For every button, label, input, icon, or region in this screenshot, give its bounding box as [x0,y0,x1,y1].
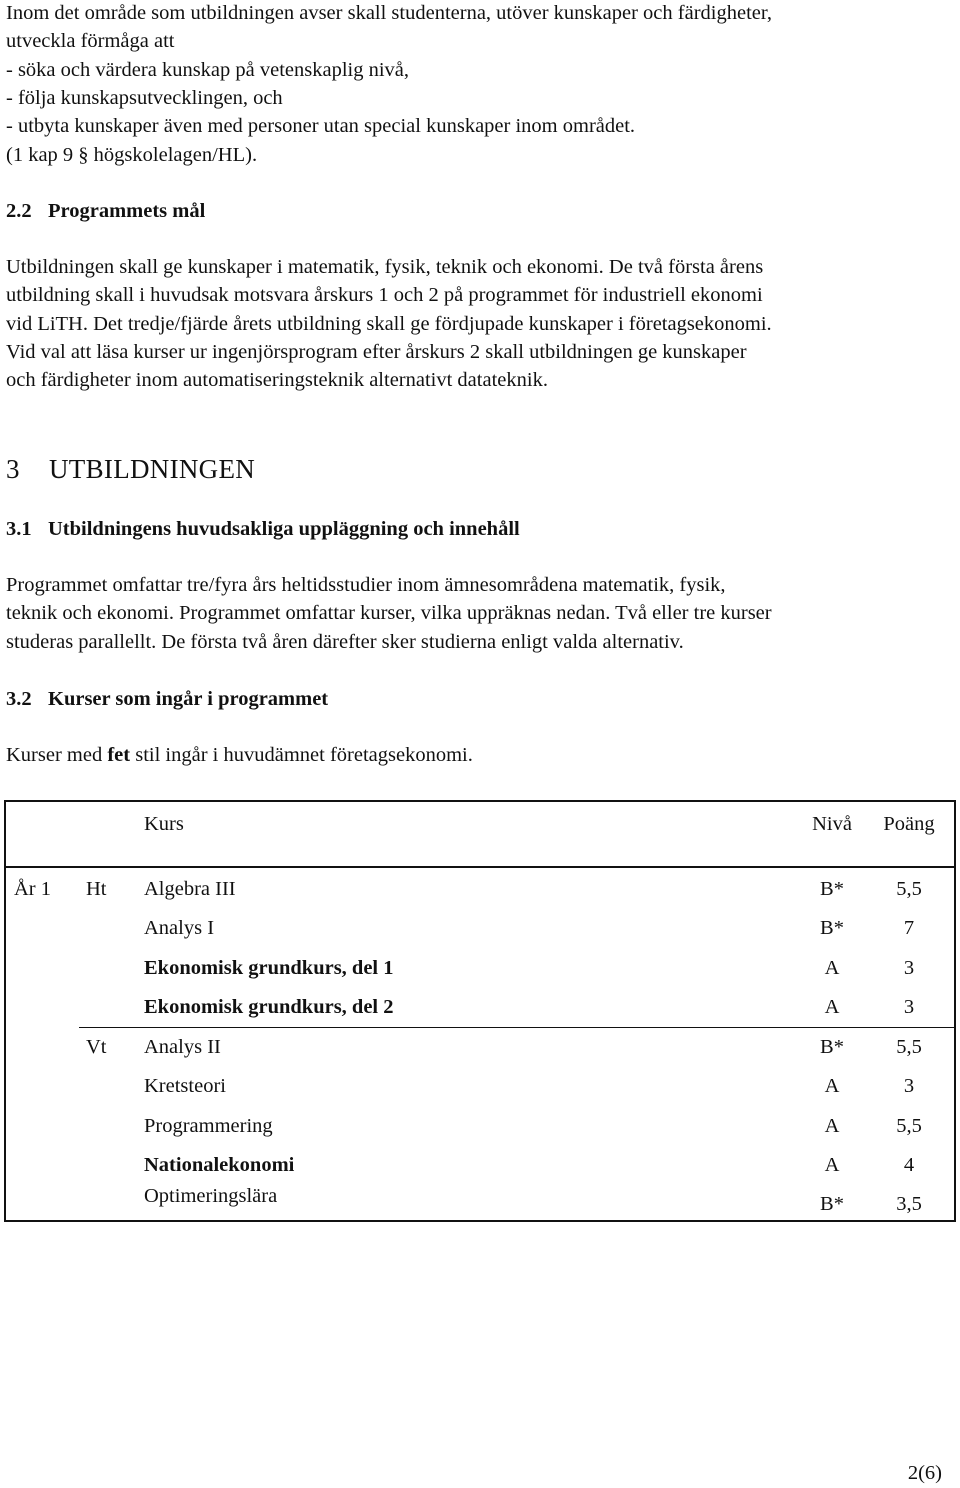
note-text: stil ingår i huvudämnet företagsekonomi. [130,744,473,766]
course-name: Algebra III [144,878,236,900]
course-name: Programmering [144,1115,273,1137]
course-name: Analys II [144,1036,221,1058]
paragraph-line: vid LiTH. Det tredje/fjärde årets utbildning skall ge fördjupade kunskaper i företagsekonomi. [6,313,772,335]
paragraph-line: utbildning skall i huvudsak motsvara årskurs 1 och 2 på programmet för industriell ekonomi [6,284,763,306]
note-bold-text: fet [107,744,131,766]
paragraph-line: teknik och ekonomi. Programmet omfattar kurser, vilka uppräknas nedan. Två eller tre kurser [6,602,772,624]
course-level: A [824,1075,840,1097]
course-points: 3 [903,957,915,979]
intro-list-item: - utbyta kunskaper även med personer utan special kunskaper inom området. [6,115,636,137]
column-header-level: Nivå [812,813,852,835]
section-heading [6,200,205,223]
chapter-number: 3 [6,454,20,484]
course-name: Nationalekonomi [144,1154,295,1176]
course-points: 5,5 [896,1115,922,1137]
course-points: 3,5 [896,1193,922,1215]
term-label-ht: Ht [86,878,107,900]
course-level: B* [820,1193,844,1215]
year-label: År 1 [14,878,52,900]
course-points: 3 [903,996,915,1018]
course-level: A [824,1154,840,1176]
section-number: 2.2 [6,200,32,222]
paragraph-line: och färdigheter inom automatiseringsteknik alternativt datateknik. [6,369,548,391]
course-points: 4 [903,1154,915,1176]
course-points: 5,5 [896,1036,922,1058]
note-text: Kurser med [6,744,108,766]
page-number: 2(6) [907,1462,942,1484]
course-level: A [824,1115,840,1137]
intro-list-item: - följa kunskapsutvecklingen, och [6,87,283,109]
section-title: Programmets mål [48,200,206,222]
course-points: 3 [903,1075,915,1097]
paragraph-line: studeras parallellt. De första två åren därefter sker studierna enligt valda alternativ. [6,631,684,653]
header-divider [6,866,954,868]
term-label-vt: Vt [86,1036,107,1058]
course-level: A [824,957,840,979]
intro-list-item: - söka och värdera kunskap på vetenskaplig nivå, [6,59,410,81]
course-points: 5,5 [896,878,922,900]
course-level: A [824,996,840,1018]
course-level: B* [820,917,844,939]
paragraph-line: Vid val att läsa kurser ur ingenjörsprogram efter årskurs 2 skall utbildningen ge kunskaper [6,341,747,363]
section-heading [6,688,328,711]
course-name: Kretsteori [144,1075,226,1097]
term-divider [79,1027,954,1028]
section-heading [6,518,520,541]
table-note [6,744,473,767]
course-table [4,800,956,1222]
section-title: Utbildningens huvudsakliga uppläggning och innehåll [48,518,520,540]
course-name: Ekonomisk grundkurs, del 1 [144,957,394,979]
section-number: 3.2 [6,688,32,710]
course-points: 7 [903,917,915,939]
paragraph-line: Programmet omfattar tre/fyra års heltidsstudier inom ämnesområdena matematik, fysik, [6,574,726,596]
intro-line: utveckla förmåga att [6,30,175,52]
paragraph-line: Utbildningen skall ge kunskaper i matematik, fysik, teknik och ekonomi. De två första årens [6,256,764,278]
intro-line: (1 kap 9 § högskolelagen/HL). [6,144,258,166]
course-name: Optimeringslära [144,1185,278,1207]
chapter-title: UTBILDNINGEN [49,454,256,484]
column-header-course: Kurs [144,813,184,835]
column-header-points: Poäng [883,813,935,835]
course-name: Analys I [144,917,215,939]
course-name: Ekonomisk grundkurs, del 2 [144,996,394,1018]
intro-line: Inom det område som utbildningen avser skall studenterna, utöver kunskaper och färdigheter, [6,2,772,24]
chapter-heading [6,454,255,485]
course-level: B* [820,1036,844,1058]
section-title: Kurser som ingår i programmet [48,688,329,710]
section-number: 3.1 [6,518,32,540]
course-level: B* [820,878,844,900]
